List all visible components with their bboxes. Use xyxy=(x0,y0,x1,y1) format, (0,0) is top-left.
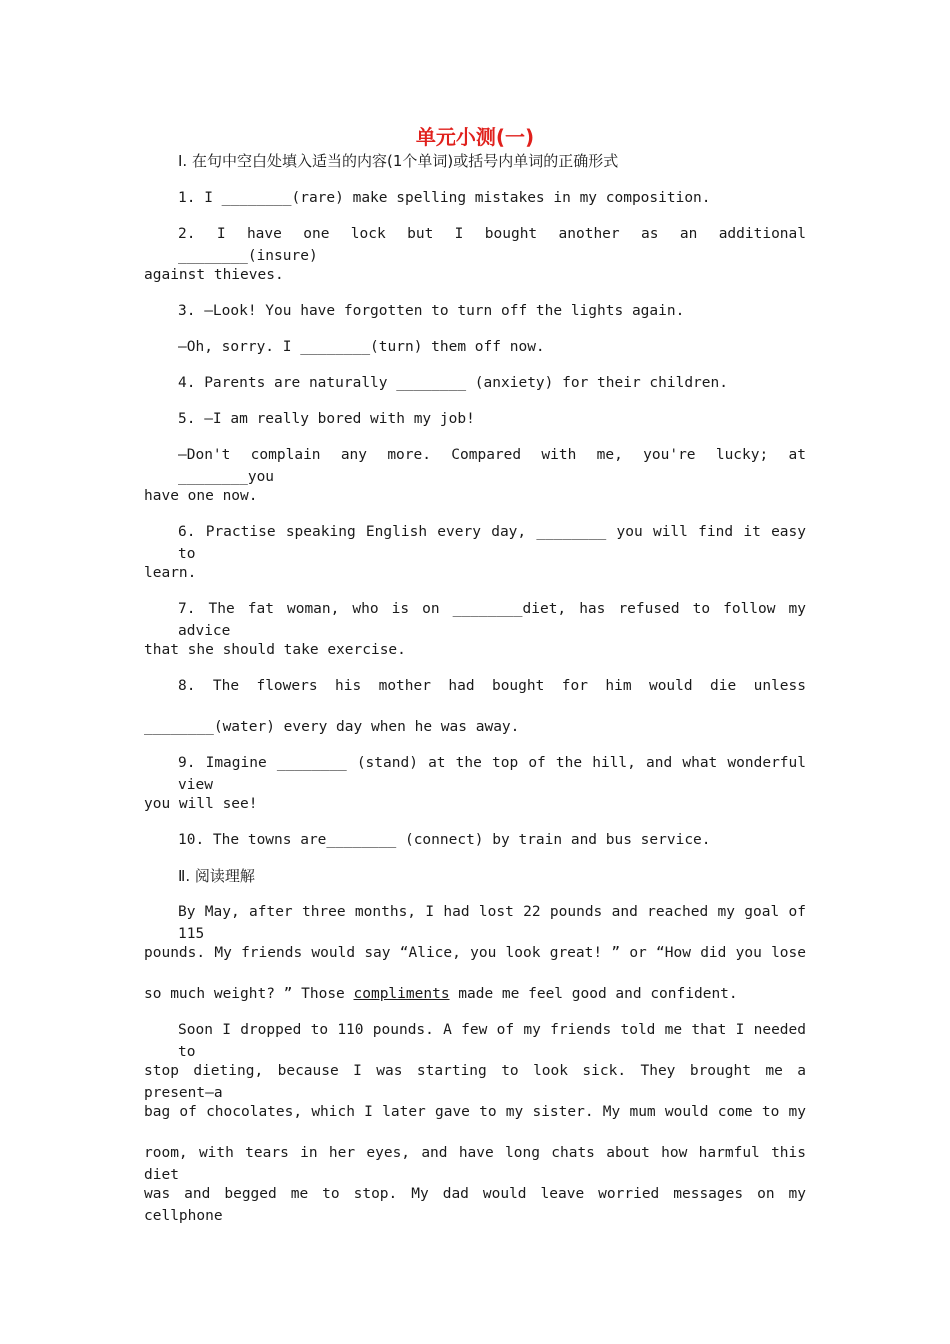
question-9: 9. Imagine ________ (stand) at the top of the hill, and what wonderful view xyxy=(178,755,806,793)
question-3-reply: —Oh, sorry. I ________(turn) them off now. xyxy=(178,339,545,355)
question-5: 5. —I am really bored with my job! xyxy=(178,411,475,427)
passage-line: was and begged me to stop. My dad would leave worried messages on my cellphone xyxy=(144,1186,806,1224)
passage-line: By May, after three months, I had lost 22 pounds and reached my goal of 115 xyxy=(178,904,806,942)
passage-line: room, with tears in her eyes, and have long chats about how harmful this diet xyxy=(144,1145,806,1183)
section-2-heading: Ⅱ. 阅读理解 xyxy=(178,867,255,885)
passage-line: bag of chocolates, which I later gave to my sister. My mum would come to my xyxy=(144,1104,806,1120)
question-6: 6. Practise speaking English every day, ________ you will find it easy to xyxy=(178,524,806,562)
question-1: 1. I ________(rare) make spelling mistakes in my composition. xyxy=(178,190,711,206)
question-10: 10. The towns are________ (connect) by train and bus service. xyxy=(178,832,711,848)
section-1-heading: Ⅰ. 在句中空白处填入适当的内容(1个单词)或括号内单词的正确形式 xyxy=(178,152,619,170)
question-8: 8. The flowers his mother had bought for him would die unless xyxy=(178,678,806,694)
passage-line: pounds. My friends would say “Alice, you look great! ” or “How did you lose xyxy=(144,945,806,961)
question-7: 7. The fat woman, who is on ________diet, has refused to follow my advice xyxy=(178,601,806,639)
question-2-cont: against thieves. xyxy=(144,267,284,283)
question-7-cont: that she should take exercise. xyxy=(144,642,406,658)
question-5-reply: —Don't complain any more. Compared with me, you're lucky; at ________you xyxy=(178,447,806,485)
passage-text: so much weight? ” Those xyxy=(144,986,354,1002)
passage-text: made me feel good and confident. xyxy=(449,986,738,1002)
passage-line xyxy=(144,983,806,1005)
question-2: 2. I have one lock but I bought another as an additional ________(insure) xyxy=(178,226,806,264)
question-3: 3. —Look! You have forgotten to turn off the lights again. xyxy=(178,303,685,319)
question-5-cont: have one now. xyxy=(144,488,258,504)
question-8-cont: ________(water) every day when he was away. xyxy=(144,719,520,735)
question-9-cont: you will see! xyxy=(144,796,258,812)
passage-line: stop dieting, because I was starting to look sick. They brought me a present—a xyxy=(144,1063,806,1101)
underlined-word: compliments xyxy=(353,986,450,1002)
question-6-cont: learn. xyxy=(144,565,197,581)
passage-line: Soon I dropped to 110 pounds. A few of my friends told me that I needed to xyxy=(178,1022,806,1060)
question-4: 4. Parents are naturally ________ (anxiety) for their children. xyxy=(178,375,728,391)
page-title: 单元小测(一) xyxy=(415,125,535,149)
